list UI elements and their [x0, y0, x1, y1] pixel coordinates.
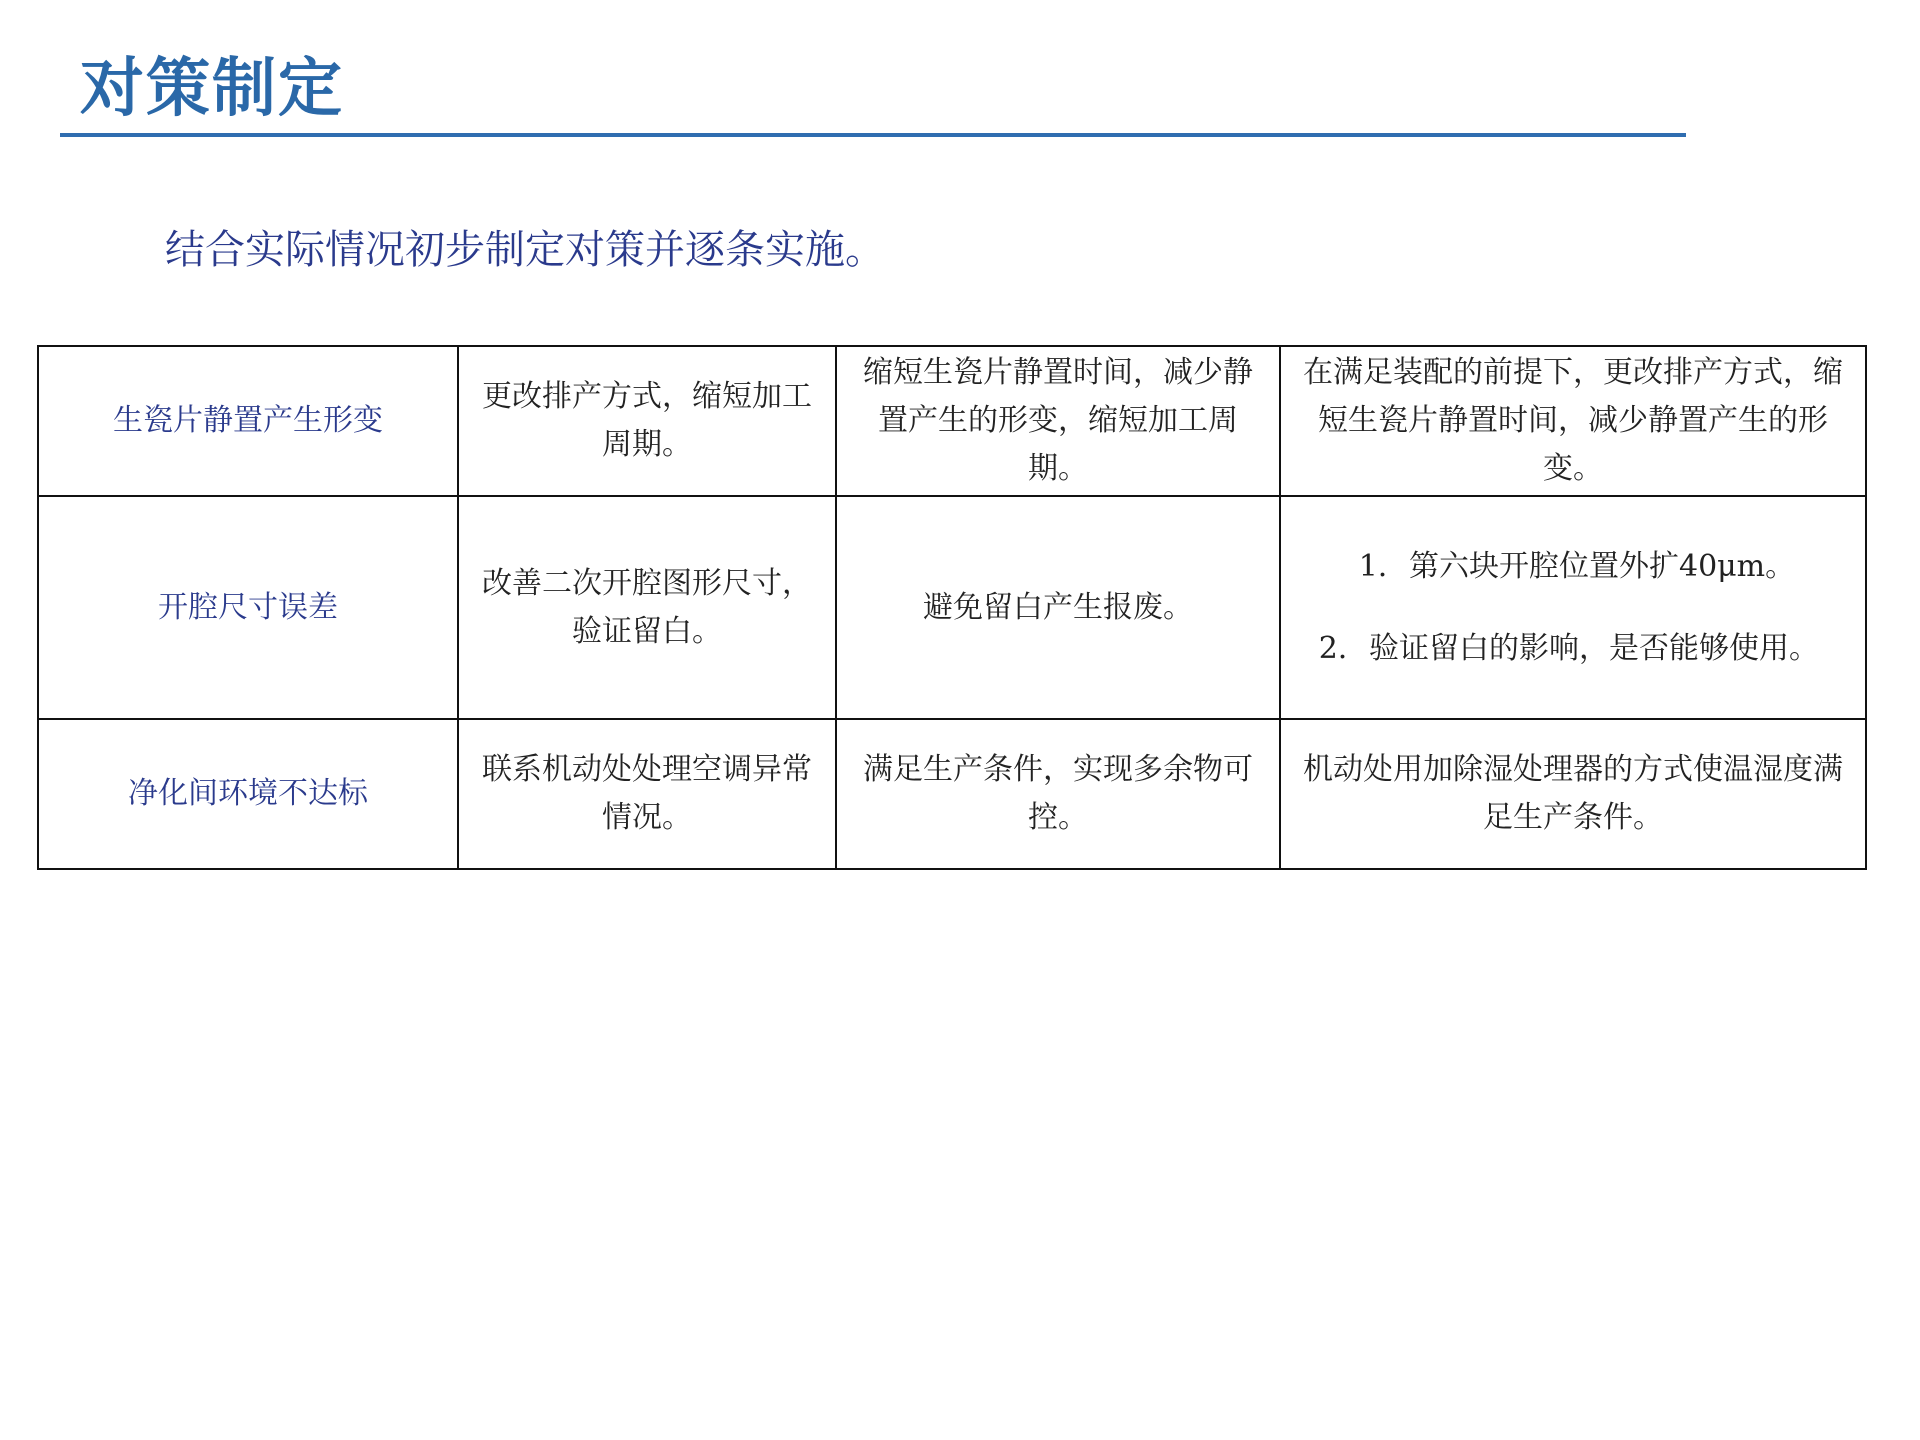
list-item-text: 验证留白的影响，是否能够使用。 — [1369, 630, 1819, 666]
list-number: 1. — [1358, 548, 1388, 584]
measure-cell: 更改排产方式，缩短加工周期。 — [458, 346, 836, 496]
problem-cell: 净化间环境不达标 — [38, 719, 458, 869]
table-row — [38, 346, 1866, 496]
measure-cell: 改善二次开腔图形尺寸，验证留白。 — [458, 496, 836, 719]
title-underline — [60, 133, 1686, 137]
goal-cell: 满足生产条件，实现多余物可控。 — [836, 719, 1280, 869]
list-item-text: 第六块开腔位置外扩40μm。 — [1409, 548, 1796, 584]
page-subtitle: 结合实际情况初步制定对策并逐条实施。 — [165, 227, 885, 273]
problem-cell: 生瓷片静置产生形变 — [38, 346, 458, 496]
goal-cell: 缩短生瓷片静置时间，减少静置产生的形变，缩短加工周期。 — [836, 346, 1280, 496]
page-title: 对策制定 — [80, 51, 344, 126]
problem-cell: 开腔尺寸误差 — [38, 496, 458, 719]
goal-cell: 避免留白产生报废。 — [836, 496, 1280, 719]
numbered-list-item — [1293, 625, 1853, 673]
implementation-cell: 机动处用加除湿处理器的方式使温湿度满足生产条件。 — [1280, 719, 1866, 869]
numbered-list-item — [1293, 543, 1853, 591]
table-row — [38, 719, 1866, 869]
implementation-cell: 在满足装配的前提下，更改排产方式，缩短生瓷片静置时间，减少静置产生的形变。 — [1280, 346, 1866, 496]
table-row — [38, 496, 1866, 719]
measure-cell: 联系机动处处理空调异常情况。 — [458, 719, 836, 869]
implementation-cell — [1280, 496, 1866, 719]
list-number: 2. — [1318, 630, 1348, 666]
countermeasure-table — [37, 345, 1867, 870]
